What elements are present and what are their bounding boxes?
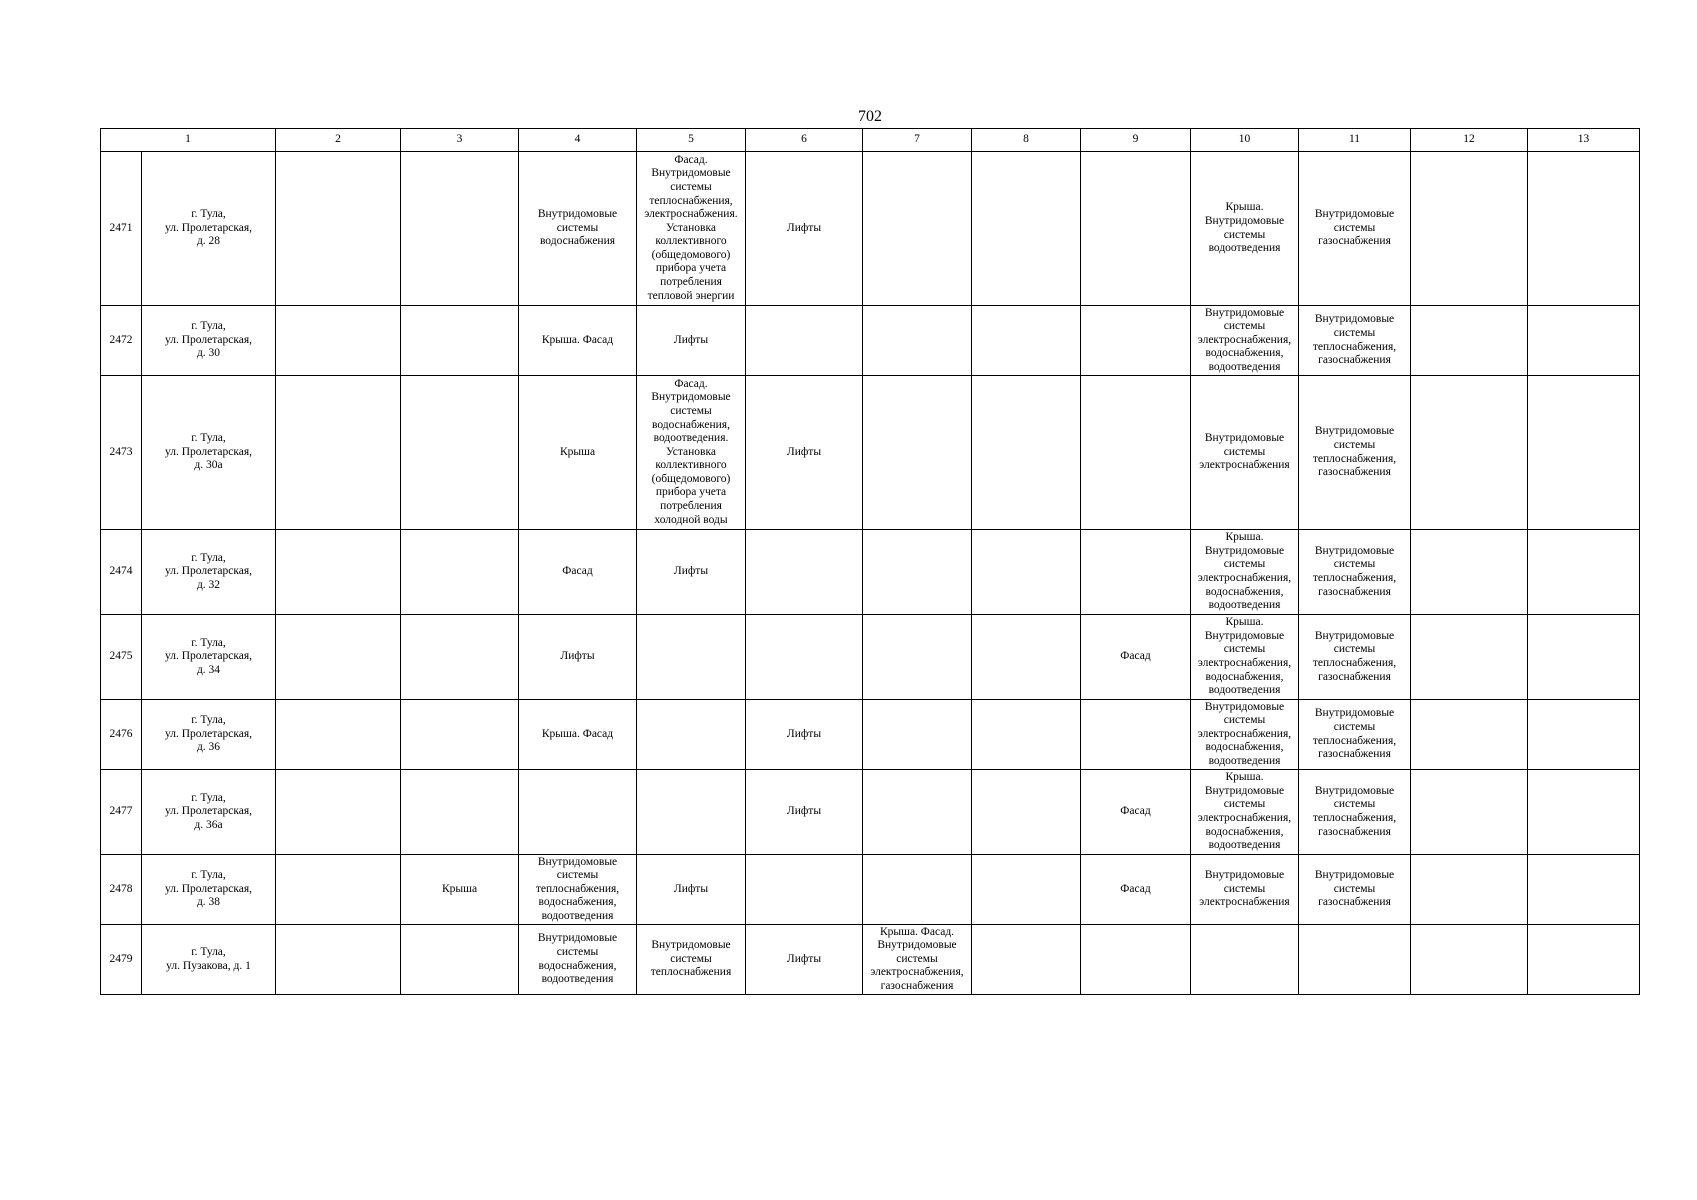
- col-8-cell: [972, 152, 1081, 306]
- col-5-cell: Внутридомовые системы теплоснабжения: [637, 925, 746, 995]
- col-12-cell: [1411, 615, 1528, 700]
- column-number-header: 11: [1299, 129, 1411, 152]
- col-13-cell: [1528, 530, 1640, 615]
- col-4-cell: Внутридомовые системы водоснабжения: [519, 152, 637, 306]
- table-row: [101, 376, 1640, 530]
- col-8-cell: [972, 925, 1081, 995]
- col-6-cell: [746, 530, 863, 615]
- col-12-cell: [1411, 855, 1528, 925]
- col-10-cell: Внутридомовые системы электроснабжения: [1191, 376, 1299, 530]
- col-13-cell: [1528, 306, 1640, 376]
- col-5-cell: Лифты: [637, 530, 746, 615]
- col-6-cell: Лифты: [746, 700, 863, 770]
- column-number-header: 1: [101, 129, 276, 152]
- col-2-cell: [276, 530, 401, 615]
- col-3-cell: [401, 306, 519, 376]
- address-cell: г. Тула, ул. Пролетарская, д. 30а: [142, 376, 276, 530]
- col-2-cell: [276, 376, 401, 530]
- col-4-cell: Крыша: [519, 376, 637, 530]
- col-7-cell: [863, 855, 972, 925]
- table-row: [101, 306, 1640, 376]
- column-number-header: 2: [276, 129, 401, 152]
- col-9-cell: [1081, 376, 1191, 530]
- col-11-cell: Внутридомовые системы теплоснабжения, газоснабжения: [1299, 530, 1411, 615]
- row-number-cell: 2477: [101, 770, 142, 855]
- col-2-cell: [276, 152, 401, 306]
- column-number-row: [101, 129, 1640, 152]
- col-3-cell: [401, 615, 519, 700]
- col-5-cell: Фасад. Внутридомовые системы теплоснабжения, электроснабжения. Установка коллективного (общедомового) прибора учета потребления тепловой энергии: [637, 152, 746, 306]
- col-6-cell: Лифты: [746, 152, 863, 306]
- col-9-cell: [1081, 306, 1191, 376]
- table-row: [101, 770, 1640, 855]
- col-12-cell: [1411, 376, 1528, 530]
- col-11-cell: Внутридомовые системы газоснабжения: [1299, 855, 1411, 925]
- col-2-cell: [276, 700, 401, 770]
- col-11-cell: Внутридомовые системы теплоснабжения, газоснабжения: [1299, 770, 1411, 855]
- col-8-cell: [972, 615, 1081, 700]
- col-5-cell: Лифты: [637, 306, 746, 376]
- col-11-cell: Внутридомовые системы теплоснабжения, газоснабжения: [1299, 700, 1411, 770]
- address-cell: г. Тула, ул. Пролетарская, д. 34: [142, 615, 276, 700]
- col-7-cell: [863, 615, 972, 700]
- col-13-cell: [1528, 700, 1640, 770]
- col-11-cell: [1299, 925, 1411, 995]
- table-row: [101, 152, 1640, 306]
- col-3-cell: [401, 925, 519, 995]
- col-6-cell: [746, 306, 863, 376]
- col-9-cell: Фасад: [1081, 615, 1191, 700]
- repair-schedule-table: [100, 128, 1640, 995]
- address-cell: г. Тула, ул. Пролетарская, д. 38: [142, 855, 276, 925]
- col-4-cell: [519, 770, 637, 855]
- column-number-header: 9: [1081, 129, 1191, 152]
- col-4-cell: Лифты: [519, 615, 637, 700]
- column-number-header: 3: [401, 129, 519, 152]
- col-9-cell: [1081, 152, 1191, 306]
- col-5-cell: Лифты: [637, 855, 746, 925]
- table-row: [101, 855, 1640, 925]
- col-8-cell: [972, 855, 1081, 925]
- col-9-cell: [1081, 925, 1191, 995]
- col-9-cell: Фасад: [1081, 855, 1191, 925]
- column-number-header: 7: [863, 129, 972, 152]
- row-number-cell: 2476: [101, 700, 142, 770]
- col-5-cell: Фасад. Внутридомовые системы водоснабжения, водоотведения. Установка коллективного (общедомового) прибора учета потребления холодной воды: [637, 376, 746, 530]
- table-row: [101, 615, 1640, 700]
- address-cell: г. Тула, ул. Пролетарская, д. 28: [142, 152, 276, 306]
- col-7-cell: Крыша. Фасад. Внутридомовые системы электроснабжения, газоснабжения: [863, 925, 972, 995]
- col-3-cell: Крыша: [401, 855, 519, 925]
- col-2-cell: [276, 615, 401, 700]
- col-13-cell: [1528, 925, 1640, 995]
- col-12-cell: [1411, 770, 1528, 855]
- address-cell: г. Тула, ул. Пролетарская, д. 32: [142, 530, 276, 615]
- column-number-header: 10: [1191, 129, 1299, 152]
- col-6-cell: Лифты: [746, 376, 863, 530]
- col-8-cell: [972, 770, 1081, 855]
- col-2-cell: [276, 306, 401, 376]
- col-11-cell: Внутридомовые системы газоснабжения: [1299, 152, 1411, 306]
- column-number-header: 6: [746, 129, 863, 152]
- col-10-cell: Крыша. Внутридомовые системы электроснабжения, водоснабжения, водоотведения: [1191, 615, 1299, 700]
- col-5-cell: [637, 700, 746, 770]
- col-7-cell: [863, 770, 972, 855]
- col-13-cell: [1528, 376, 1640, 530]
- col-8-cell: [972, 376, 1081, 530]
- col-8-cell: [972, 700, 1081, 770]
- col-3-cell: [401, 376, 519, 530]
- address-cell: г. Тула, ул. Пролетарская, д. 30: [142, 306, 276, 376]
- col-4-cell: Внутридомовые системы водоснабжения, водоотведения: [519, 925, 637, 995]
- col-11-cell: Внутридомовые системы теплоснабжения, газоснабжения: [1299, 376, 1411, 530]
- col-10-cell: [1191, 925, 1299, 995]
- col-9-cell: [1081, 530, 1191, 615]
- col-12-cell: [1411, 152, 1528, 306]
- address-cell: г. Тула, ул. Пролетарская, д. 36: [142, 700, 276, 770]
- row-number-cell: 2479: [101, 925, 142, 995]
- col-2-cell: [276, 770, 401, 855]
- col-13-cell: [1528, 615, 1640, 700]
- col-3-cell: [401, 770, 519, 855]
- col-10-cell: Внутридомовые системы электроснабжения, водоснабжения, водоотведения: [1191, 700, 1299, 770]
- row-number-cell: 2474: [101, 530, 142, 615]
- col-10-cell: Внутридомовые системы электроснабжения, водоснабжения, водоотведения: [1191, 306, 1299, 376]
- col-12-cell: [1411, 530, 1528, 615]
- column-number-header: 8: [972, 129, 1081, 152]
- col-7-cell: [863, 306, 972, 376]
- col-7-cell: [863, 700, 972, 770]
- col-10-cell: Крыша. Внутридомовые системы электроснабжения, водоснабжения, водоотведения: [1191, 530, 1299, 615]
- row-number-cell: 2472: [101, 306, 142, 376]
- column-number-header: 13: [1528, 129, 1640, 152]
- col-13-cell: [1528, 855, 1640, 925]
- col-12-cell: [1411, 306, 1528, 376]
- row-number-cell: 2475: [101, 615, 142, 700]
- address-cell: г. Тула, ул. Пузакова, д. 1: [142, 925, 276, 995]
- col-12-cell: [1411, 925, 1528, 995]
- col-6-cell: [746, 855, 863, 925]
- col-7-cell: [863, 152, 972, 306]
- row-number-cell: 2471: [101, 152, 142, 306]
- col-3-cell: [401, 152, 519, 306]
- col-7-cell: [863, 530, 972, 615]
- col-6-cell: Лифты: [746, 770, 863, 855]
- col-2-cell: [276, 925, 401, 995]
- col-6-cell: [746, 615, 863, 700]
- col-6-cell: Лифты: [746, 925, 863, 995]
- col-4-cell: Крыша. Фасад: [519, 700, 637, 770]
- col-10-cell: Внутридомовые системы электроснабжения: [1191, 855, 1299, 925]
- row-number-cell: 2478: [101, 855, 142, 925]
- col-9-cell: Фасад: [1081, 770, 1191, 855]
- col-10-cell: Крыша. Внутридомовые системы водоотведения: [1191, 152, 1299, 306]
- row-number-cell: 2473: [101, 376, 142, 530]
- col-4-cell: Фасад: [519, 530, 637, 615]
- col-13-cell: [1528, 152, 1640, 306]
- column-number-header: 4: [519, 129, 637, 152]
- column-number-header: 5: [637, 129, 746, 152]
- col-9-cell: [1081, 700, 1191, 770]
- col-10-cell: Крыша. Внутридомовые системы электроснабжения, водоснабжения, водоотведения: [1191, 770, 1299, 855]
- col-5-cell: [637, 770, 746, 855]
- table-row: [101, 925, 1640, 995]
- table-row: [101, 530, 1640, 615]
- col-7-cell: [863, 376, 972, 530]
- col-8-cell: [972, 306, 1081, 376]
- address-cell: г. Тула, ул. Пролетарская, д. 36а: [142, 770, 276, 855]
- col-8-cell: [972, 530, 1081, 615]
- page-number: 702: [858, 108, 882, 125]
- col-3-cell: [401, 700, 519, 770]
- col-3-cell: [401, 530, 519, 615]
- col-4-cell: Крыша. Фасад: [519, 306, 637, 376]
- col-11-cell: Внутридомовые системы теплоснабжения, газоснабжения: [1299, 615, 1411, 700]
- col-2-cell: [276, 855, 401, 925]
- table-row: [101, 700, 1640, 770]
- column-number-header: 12: [1411, 129, 1528, 152]
- col-11-cell: Внутридомовые системы теплоснабжения, газоснабжения: [1299, 306, 1411, 376]
- col-4-cell: Внутридомовые системы теплоснабжения, водоснабжения, водоотведения: [519, 855, 637, 925]
- col-5-cell: [637, 615, 746, 700]
- col-13-cell: [1528, 770, 1640, 855]
- col-12-cell: [1411, 700, 1528, 770]
